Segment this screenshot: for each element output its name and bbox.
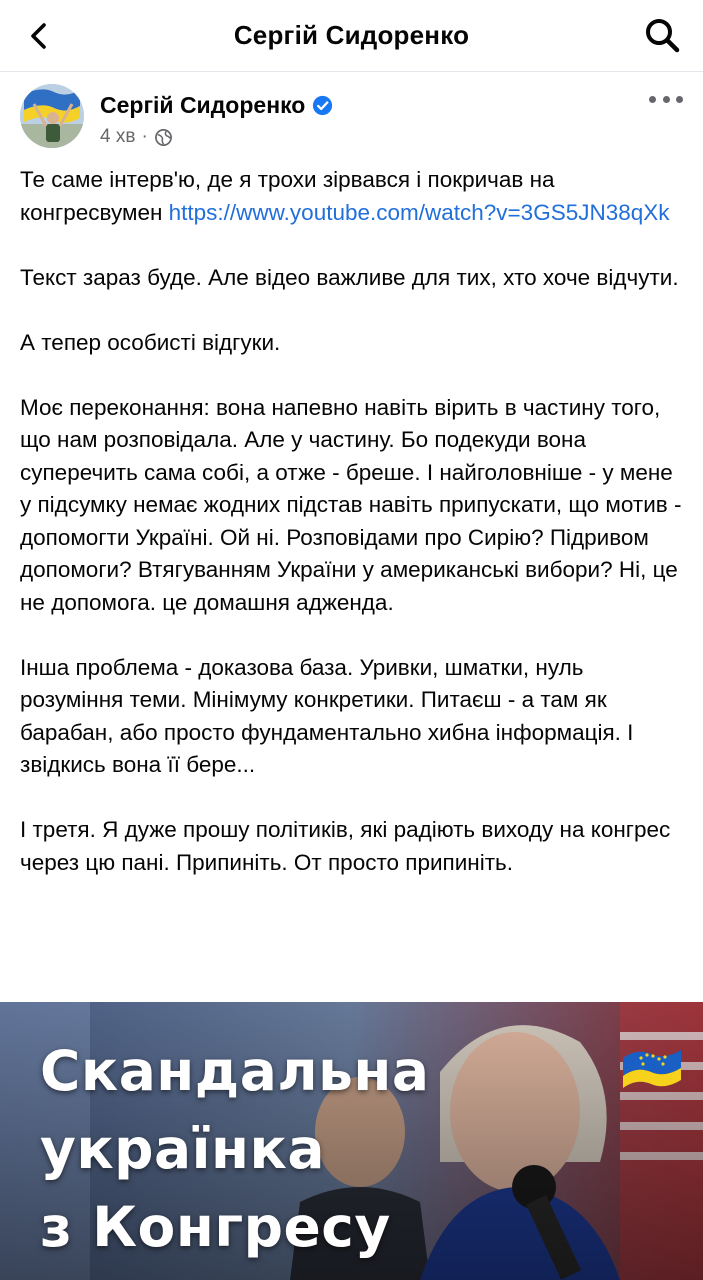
meta-separator: · xyxy=(141,126,148,147)
post-paragraph: Текст зараз буде. Але відео важливе для тих, хто хоче відчути. xyxy=(20,264,679,290)
post-text xyxy=(20,164,690,912)
post-paragraph: Інша проблема - доказова база. Уривки, шматки, нуль розуміння теми. Мінімуму конкретики. Питаєш - а там як барабан, або просто фундаментально хибна інформація. І звідкись вона її бере... xyxy=(20,654,634,777)
page-title: Сергій Сидоренко xyxy=(233,20,470,50)
back-chevron-icon[interactable] xyxy=(24,20,56,52)
more-options-icon[interactable] xyxy=(649,92,683,106)
image-headline xyxy=(40,1032,430,1266)
post-header xyxy=(0,78,703,158)
author-line xyxy=(100,92,333,119)
post-meta xyxy=(100,126,173,148)
avatar-photo xyxy=(20,84,84,148)
search-icon[interactable] xyxy=(643,16,681,54)
verified-badge-icon xyxy=(312,95,333,116)
more-dot xyxy=(676,96,683,103)
post-paragraph xyxy=(20,164,690,229)
post-time[interactable]: 4 хв xyxy=(100,126,136,147)
globe-icon[interactable] xyxy=(154,128,173,147)
paragraph-text: Те саме інтерв'ю, де я трохи зірвався і покричав на конгресвумен xyxy=(20,167,555,225)
top-bar xyxy=(0,0,703,72)
author-name[interactable]: Сергій Сидоренко xyxy=(100,92,306,118)
more-dot xyxy=(663,96,670,103)
post-image[interactable] xyxy=(0,1002,703,1280)
headline-line: українка xyxy=(40,1117,325,1181)
post-paragraph: А тепер особисті відгуки. xyxy=(20,329,281,355)
more-dot xyxy=(649,96,656,103)
post-paragraph: І третя. Я дуже прошу політиків, які радіють виходу на конгрес через цю пані. Припиніть. От просто припиніть. xyxy=(20,817,671,875)
eu-ukraine-flag-icon xyxy=(621,1044,683,1090)
headline-line: з Конгресу xyxy=(40,1195,391,1259)
author-avatar[interactable] xyxy=(20,84,84,148)
headline-line: Скандальна xyxy=(40,1039,430,1103)
youtube-link[interactable]: https://www.youtube.com/watch?v=3GS5JN38qXk xyxy=(168,199,670,225)
post-paragraph: Моє переконання: вона напевно навіть вірить в частину того, що нам розповідала. Але у частину. Бо подекуди вона суперечить сама собі, а отже - бреше. І найголовніше - у мене у підсумку немає жодних підстав навіть припускати, що мотив - допомогти Україні. Ой ні. Розповідами про Сирію? Підривом допомоги? Втягуванням України у американські вибори? Ні, це не допомога. це домашня адженда. xyxy=(20,394,682,615)
